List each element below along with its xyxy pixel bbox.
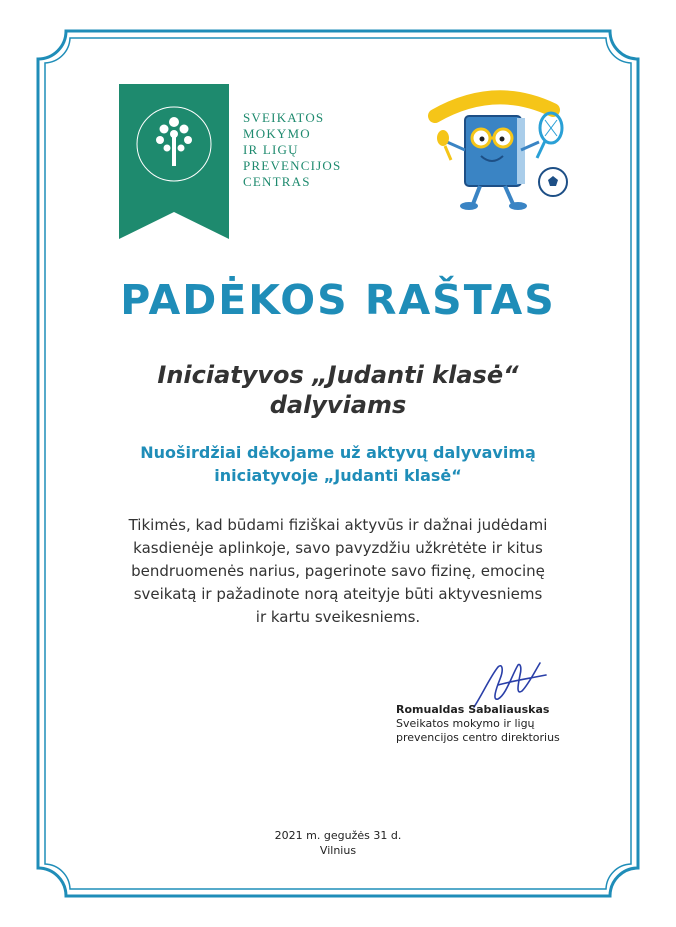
body-line: ir kartu sveikesniems. [255, 608, 421, 626]
thanks-line: iniciatyvoje „Judanti klasė“ [214, 466, 462, 485]
org-name-line: MOKYMO [243, 126, 311, 141]
org-name-line: PREVENCIJOS [243, 158, 342, 173]
org-name-line: IR LIGŲ [243, 142, 299, 157]
soccer-ball-icon [539, 168, 567, 196]
signer-name: Romualdas Sabaliauskas [396, 703, 550, 716]
issue-date: 2021 m. gegužės 31 d. [274, 829, 402, 842]
organization-name [243, 110, 341, 190]
tennis-racket-icon [537, 113, 562, 158]
org-name-line: CENTRAS [243, 174, 311, 189]
signer-block [396, 703, 560, 745]
thanks-line: Nuoširdžiai dėkojame už aktyvų dalyvavimą [140, 443, 536, 462]
body-line: Tikimės, kad būdami fiziškai aktyvūs ir dažnai judėdami [128, 516, 548, 534]
org-name-line: SVEIKATOS [243, 110, 325, 125]
subtitle-line: dalyviams [269, 391, 407, 419]
judanti-klase-mascot [425, 80, 585, 220]
organization-logo [119, 84, 229, 239]
certificate-subtitle [0, 360, 676, 420]
issue-date-place [0, 828, 676, 858]
body-line: kasdienėje aplinkoje, savo pavyzdžiu užkrėtėte ir kitus [133, 539, 543, 557]
signer-role: Sveikatos mokymo ir ligų [396, 717, 535, 730]
body-line: bendruomenės narius, pagerinote savo fizinę, emocinę [131, 562, 545, 580]
thanks-heading [0, 441, 676, 487]
certificate-body [105, 514, 571, 629]
issue-place: Vilnius [319, 844, 357, 857]
signer-role: prevencijos centro direktorius [396, 731, 560, 744]
book-character-icon [447, 116, 539, 210]
maraca-icon [437, 130, 451, 160]
subtitle-line: Iniciatyvos „Judanti klasė“ [157, 361, 519, 389]
body-line: sveikatą ir pažadinote norą ateityje būti aktyvesniems [133, 585, 543, 603]
certificate-title: PADĖKOS RAŠTAS [120, 276, 556, 324]
